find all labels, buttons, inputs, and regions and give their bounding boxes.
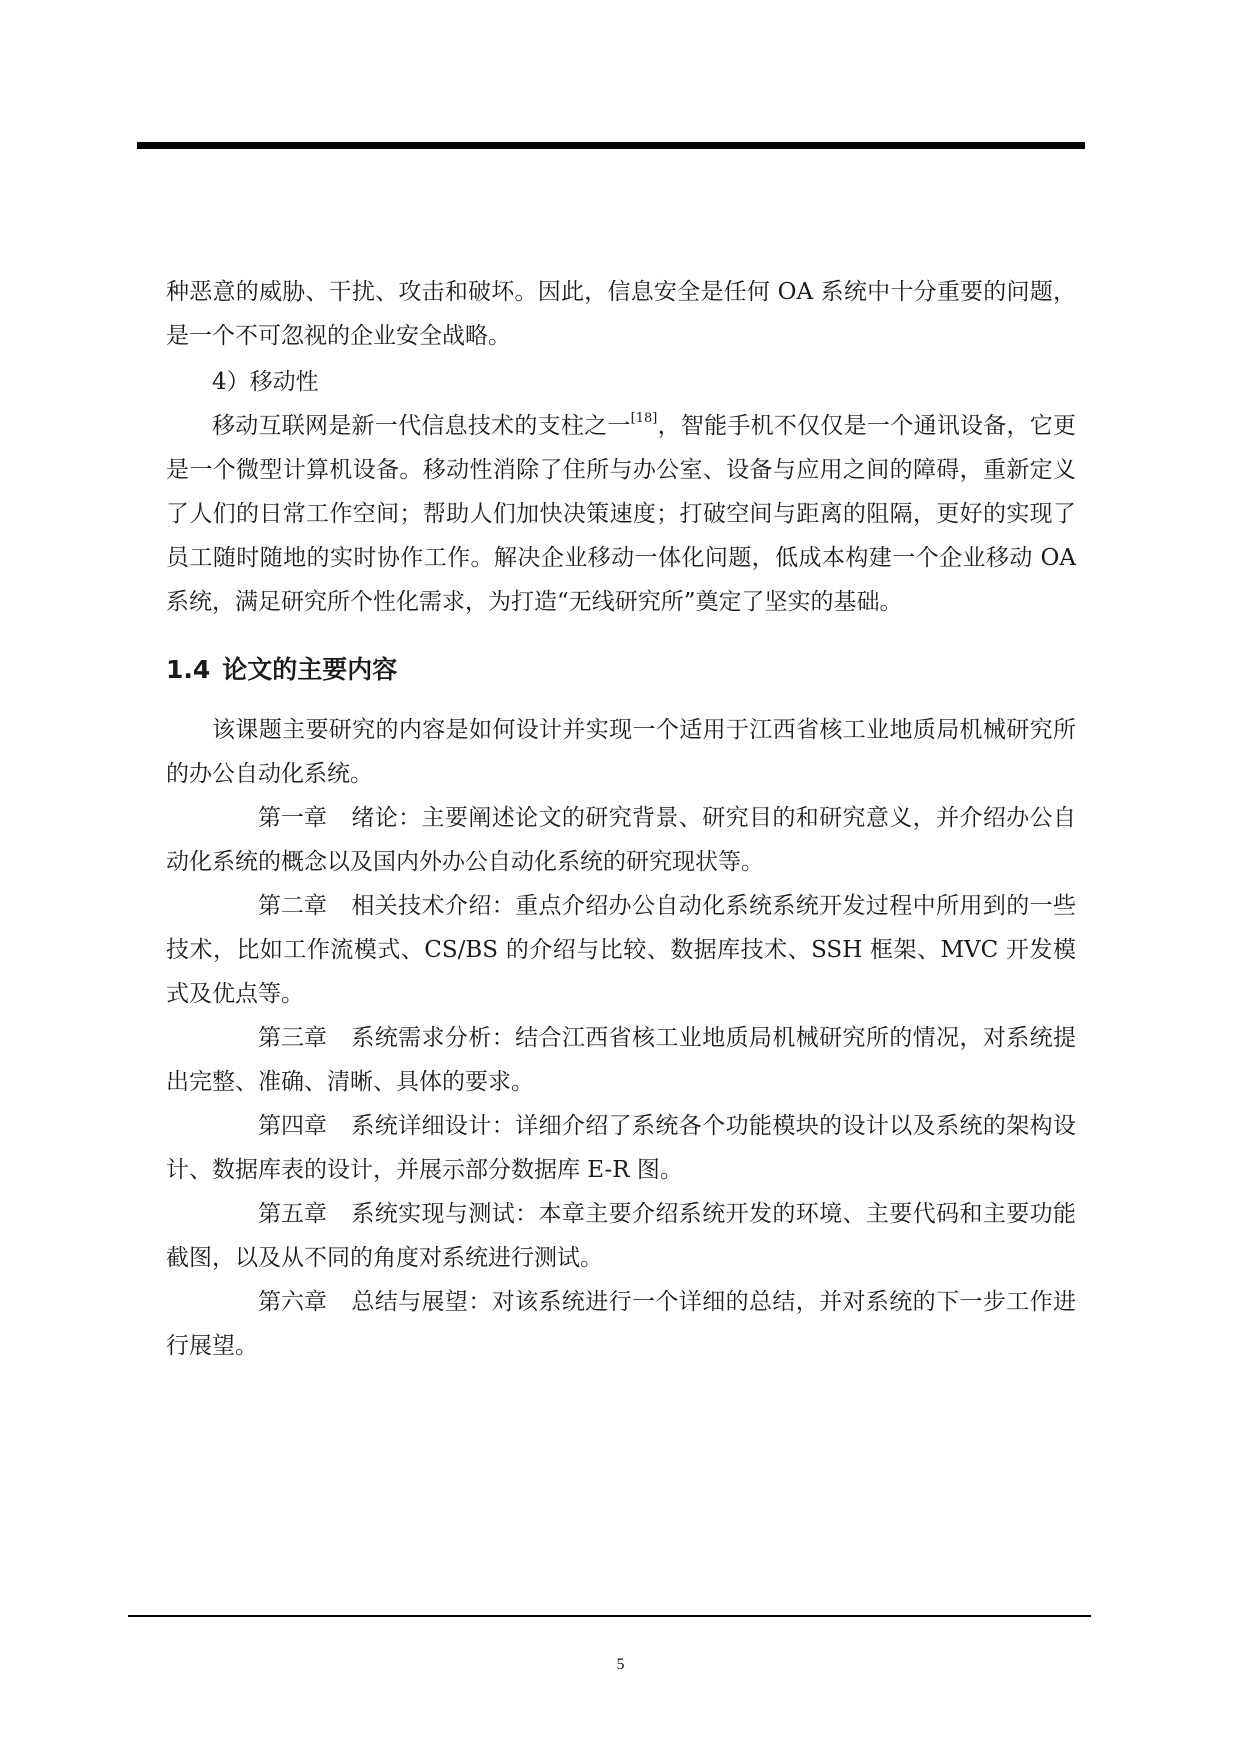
chapter-text: 系统需求分析：结合江西省核工业地质局机械研究所的情况，对系统提出完整、准确、清晰、具体的要求。 xyxy=(166,1025,1076,1095)
section-heading xyxy=(166,648,1076,692)
section-number: 1.4 xyxy=(166,655,211,684)
citation-reference: [18] xyxy=(630,411,658,427)
chapter-text: 总结与展望：对该系统进行一个详细的总结，并对系统的下一步工作进行展望。 xyxy=(166,1289,1076,1359)
paragraph-intro: 该课题主要研究的内容是如何设计并实现一个适用于江西省核工业地质局机械研究所的办公自动化系统。 xyxy=(166,717,1076,787)
chapter-label: 第三章 xyxy=(258,1025,327,1051)
chapter-text: 系统实现与测试：本章主要介绍系统开发的环境、主要代码和主要功能截图，以及从不同的角度对系统进行测试。 xyxy=(166,1201,1076,1271)
chapter-label: 第六章 xyxy=(258,1289,327,1315)
chapter-label: 第四章 xyxy=(258,1113,327,1139)
chapter-text: 相关技术介绍：重点介绍办公自动化系统系统开发过程中所用到的一些技术，比如工作流模式、CS/BS 的介绍与比较、数据库技术、SSH 框架、MVC 开发模式及优点等。 xyxy=(166,893,1076,1007)
paragraph-mobility-text-2: ，智能手机不仅仅是一个通讯设备，它更是一个微型计算机设备。移动性消除了住所与办公室、设备与应用之间的障碍，重新定义了人们的日常工作空间；帮助人们加快决策速度；打破空间与距离的阻隔，更好的实现了员工随时随地的实时协作工作。解决企业移动一体化问题，低成本构建一个企业移动 OA 系统，满足研究所个性化需求，为打造“无线研究所”奠定了坚实的基础。 xyxy=(166,413,1077,615)
paragraph-mobility-text-1: 移动互联网是新一代信息技术的支柱之一 xyxy=(212,413,631,439)
list-heading-mobility: 4）移动性 xyxy=(212,369,319,395)
chapter-summary-2 xyxy=(166,884,1076,1016)
chapter-label: 第五章 xyxy=(258,1201,327,1227)
section-title: 论文的主要内容 xyxy=(222,655,398,684)
footer-rule xyxy=(128,1615,1091,1617)
chapter-summary-1 xyxy=(166,796,1076,884)
chapter-label: 第一章 xyxy=(258,805,327,831)
paragraph-mobility xyxy=(166,404,1076,624)
chapter-summary-5 xyxy=(166,1192,1076,1280)
page-body xyxy=(166,270,1076,1368)
paragraph-security: 种恶意的威胁、干扰、攻击和破坏。因此，信息安全是任何 OA 系统中十分重要的问题，是一个不可忽视的企业安全战略。 xyxy=(166,279,1076,349)
chapter-summary-3 xyxy=(166,1016,1076,1104)
chapter-summary-4 xyxy=(166,1104,1076,1192)
header-rule xyxy=(137,142,1085,149)
chapter-text: 系统详细设计：详细介绍了系统各个功能模块的设计以及系统的架构设计、数据库表的设计，并展示部分数据库 E-R 图。 xyxy=(166,1113,1076,1183)
page-number: 5 xyxy=(616,1656,625,1673)
chapter-summary-6 xyxy=(166,1280,1076,1368)
chapter-label: 第二章 xyxy=(258,893,327,919)
chapter-text: 绪论：主要阐述论文的研究背景、研究目的和研究意义，并介绍办公自动化系统的概念以及国内外办公自动化系统的研究现状等。 xyxy=(166,805,1076,875)
